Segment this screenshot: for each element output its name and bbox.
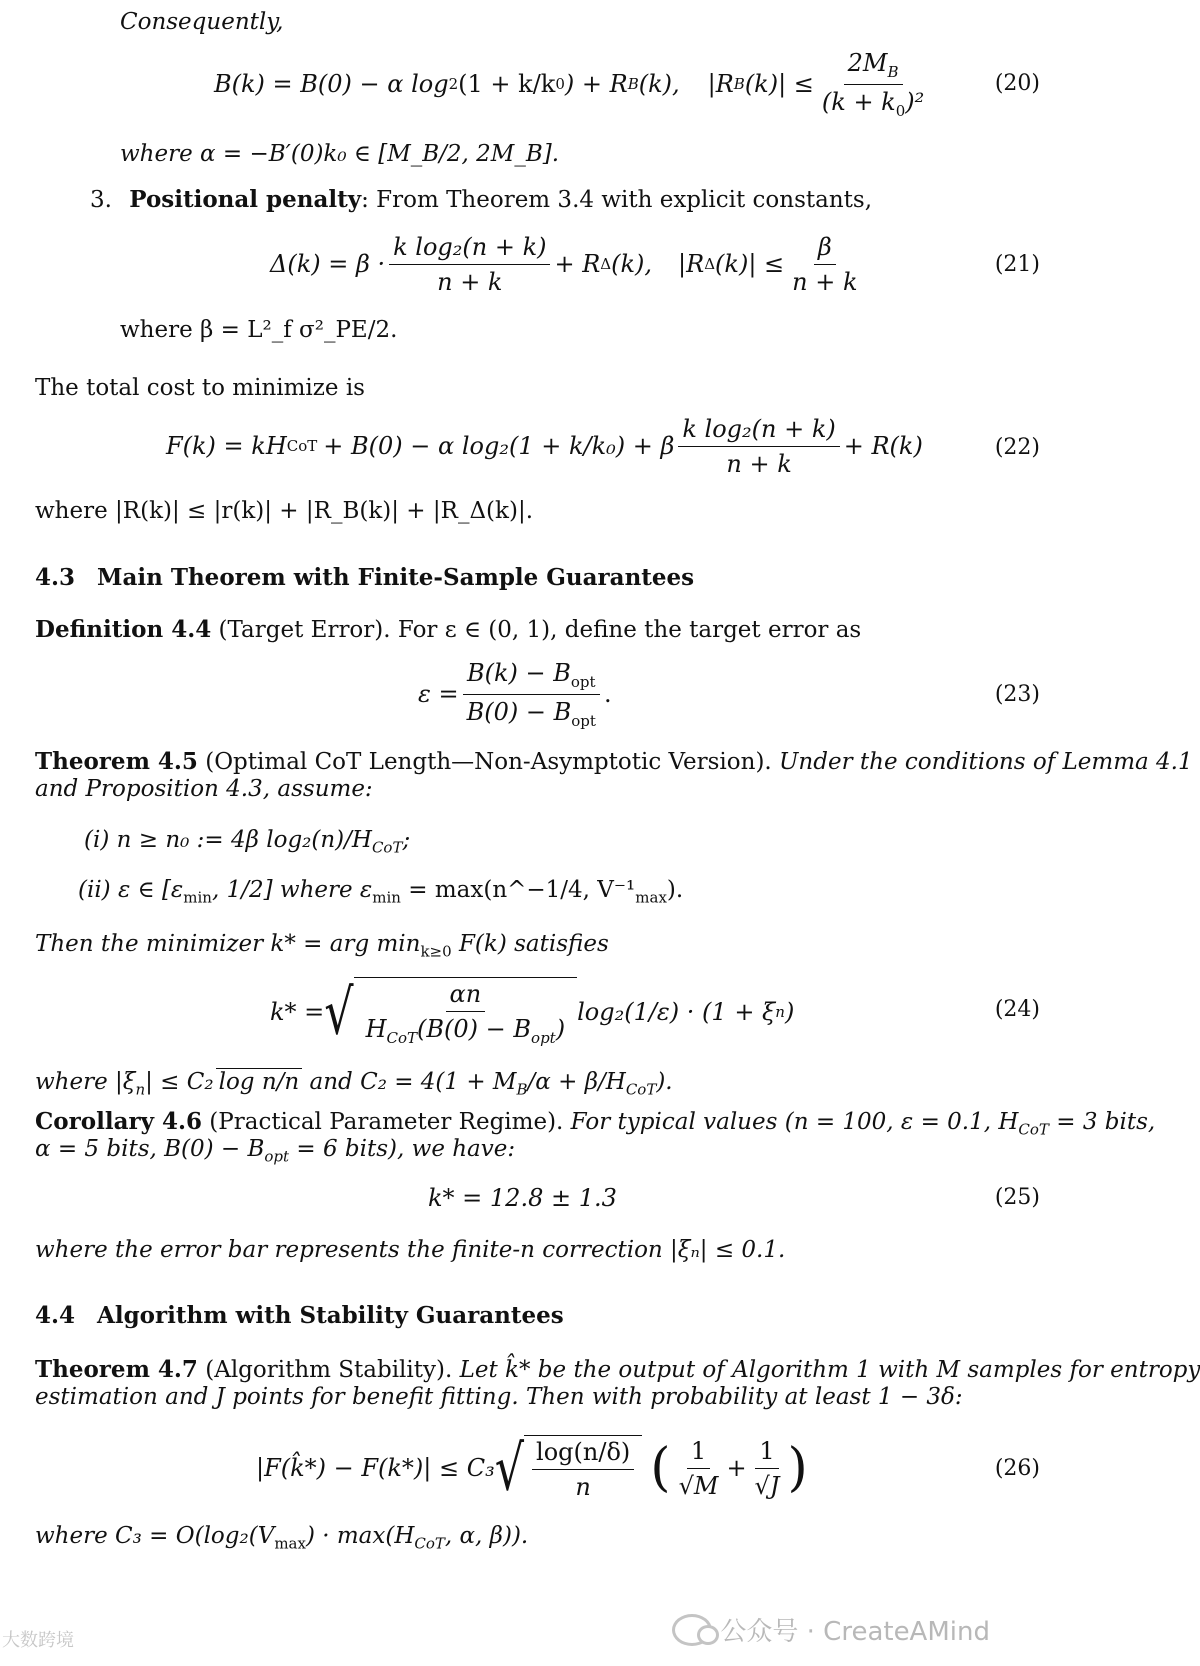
sqrt-icon: √ xyxy=(324,975,354,1049)
eq24-lhs: k* = xyxy=(270,998,325,1026)
cor46-sub: CoT xyxy=(1018,1120,1049,1139)
watermark xyxy=(672,1611,990,1648)
cond-ii-mid: , 1/2] where ε xyxy=(211,877,373,903)
cor46-line2 xyxy=(35,1135,515,1171)
c3-a: where C₃ = O(log₂(V xyxy=(35,1523,275,1549)
cond-ii-end: = max(n^−1/4, V⁻¹ xyxy=(400,877,636,903)
eq22-end: + R(k) xyxy=(843,432,923,460)
item3-number: 3. xyxy=(90,187,112,213)
thm45-label: Theorem 4.5 xyxy=(35,748,198,775)
cond-i-end: ; xyxy=(402,827,411,853)
eq22-lhs-sub: CoT xyxy=(286,437,318,455)
sec43-number: 4.3 xyxy=(35,564,76,591)
cor46-end: = 3 bits, xyxy=(1048,1109,1156,1135)
cond-i-sub: CoT xyxy=(371,838,403,857)
eq25-number: (25) xyxy=(994,1185,1040,1210)
eq20-den-end: )² xyxy=(905,87,925,116)
eq24-rhs-sub: n xyxy=(775,1003,785,1021)
eq23-den: B(0) − B xyxy=(466,697,572,726)
eq26-plus: + xyxy=(726,1454,747,1482)
eq23-num: B(k) − B xyxy=(466,658,571,687)
thm47-text: Let k̂* be the output of Algorithm 1 with M samples for entropy xyxy=(452,1357,1200,1383)
xi-b: | ≤ C₂ xyxy=(145,1069,214,1095)
eq20-k0: 0 xyxy=(555,75,565,93)
eq24-den-sub2: opt xyxy=(531,1028,556,1047)
eq20-bound-rest: (k)| ≤ xyxy=(744,70,814,98)
equation-21 xyxy=(270,232,866,296)
eq21-bound: |R xyxy=(678,250,705,278)
theorem-4-7 xyxy=(35,1356,1200,1384)
eq21-mid-sub: Δ xyxy=(600,255,612,273)
equation-23 xyxy=(418,658,612,730)
where-beta-text: where β = L²_f σ²_PE/2. xyxy=(120,317,398,343)
watermark-text: 公众号 · CreateAMind xyxy=(720,1617,990,1647)
sec44-title: Algorithm with Stability Guarantees xyxy=(97,1302,564,1329)
watermark-2: 大数跨境 xyxy=(2,1630,74,1651)
eq22-mid: + B(0) − α log₂(1 + k/k₀) + β xyxy=(323,432,675,460)
eq20-den: (k + k xyxy=(821,87,896,116)
cor46-label: Corollary 4.6 xyxy=(35,1108,202,1135)
xi-d-sub: CoT xyxy=(625,1080,657,1099)
xi-c-sub: B xyxy=(516,1080,528,1099)
eq22-num: k log₂(n + k) xyxy=(678,415,839,447)
cor46-line2-sub: opt xyxy=(264,1147,290,1166)
eq21-fraction-2 xyxy=(788,233,861,296)
def44-text: (Target Error). For ε ∈ (0, 1), define the target error as xyxy=(211,617,862,643)
eq23-den-sub: opt xyxy=(571,711,596,730)
section-4-4-heading xyxy=(35,1302,564,1329)
then-minimizer-text xyxy=(35,930,609,966)
eq23-lhs: ε = xyxy=(418,680,459,708)
cond-i-text: (i) n ≥ n₀ := 4β log₂(n)/H xyxy=(84,827,372,853)
where-xi-text xyxy=(35,1068,673,1104)
eq21-num2: β xyxy=(814,233,836,265)
cond-ii-sub3: max xyxy=(635,888,667,907)
xi-e: ). xyxy=(656,1069,673,1095)
eq21-bound-end: (k)| ≤ xyxy=(715,250,785,278)
eq24-den-sub: CoT xyxy=(386,1028,418,1047)
eq26-sqrt xyxy=(494,1431,643,1505)
c3-a-sub: max xyxy=(274,1534,306,1553)
eq21-den2: n + k xyxy=(792,267,858,296)
item3-bold: Positional penalty xyxy=(129,186,362,213)
eq24-rhs: log₂(1/ε) · (1 + ξ xyxy=(577,998,776,1026)
sqrt-icon: √ xyxy=(494,1431,525,1505)
eq21-num: k log₂(n + k) xyxy=(389,233,550,265)
xi-d: /α + β/H xyxy=(527,1069,626,1095)
eq20-rb: ) + R xyxy=(564,70,628,98)
eq22-number: (22) xyxy=(994,435,1040,460)
equation-26: |F(k̂*) − F(k*)| ≤ C₃ √ $\frac{\log(n/\delta)}{n}$ ( $\frac{1}{√M}$ + $\frac{1}{√J}$ ) xyxy=(256,1431,808,1505)
thm47-title: (Algorithm Stability). xyxy=(197,1357,453,1383)
where-alpha-text: where α = −B′(0)k₀ ∈ [M_B/2, 2M_B]. xyxy=(120,141,560,167)
eq21-fraction xyxy=(389,233,550,296)
xi-c: and C₂ = 4(1 + M xyxy=(302,1069,517,1095)
eq26-f2-num: 1 xyxy=(755,1437,778,1469)
xi-a: where |ξ xyxy=(35,1069,136,1095)
eq26-f1-den: √M xyxy=(678,1471,719,1500)
thm47-label: Theorem 4.7 xyxy=(35,1356,198,1383)
eq26-root-den: n xyxy=(575,1473,591,1501)
eq21-number: (21) xyxy=(994,252,1040,277)
thm45-line2: and Proposition 4.3, assume: xyxy=(35,776,373,802)
eq23-num-sub: opt xyxy=(570,672,596,691)
eq26-root-fraction xyxy=(532,1438,634,1501)
sec43-title: Main Theorem with Finite-Sample Guarantees xyxy=(97,564,695,591)
eq22-fraction xyxy=(678,415,839,478)
eq20-bound: |R xyxy=(707,70,734,98)
section-4-3-heading xyxy=(35,564,694,591)
thm47-line2: estimation and J points for benefit fitting. Then with probability at least 1 − 3δ: xyxy=(35,1384,963,1410)
definition-4-4 xyxy=(35,616,861,644)
cond-ii-sub2: min xyxy=(372,888,401,907)
wechat-icon xyxy=(672,1614,712,1646)
cor46-title: (Practical Parameter Regime). xyxy=(202,1109,564,1135)
c3-b: ) · max(H xyxy=(305,1523,415,1549)
eq20-sub: 2 xyxy=(448,75,459,93)
equation-22 xyxy=(166,414,923,478)
eq24-num: αn xyxy=(446,980,486,1012)
eq21-lhs: Δ(k) = β · xyxy=(270,250,386,278)
eq21-mid-end: (k), xyxy=(611,250,653,278)
theorem-4-5 xyxy=(35,748,1193,776)
then-text: Then the minimizer k* = arg min xyxy=(35,931,421,957)
eq24-fraction xyxy=(362,980,570,1047)
eq20-rb-sub: B xyxy=(627,75,639,93)
condition-i xyxy=(84,826,410,862)
c3-b-sub: CoT xyxy=(414,1534,445,1553)
eq20-rb-end: (k), xyxy=(638,70,680,98)
condition-ii xyxy=(78,876,683,912)
eq22-den: n + k xyxy=(726,449,792,478)
cond-ii-text: (ii) ε ∈ [ε xyxy=(78,877,184,903)
eq20-number: (20) xyxy=(994,71,1040,96)
then-sub: k≥0 xyxy=(420,942,452,961)
then-end: F(k) satisfies xyxy=(451,931,609,957)
eq24-den-end: ) xyxy=(555,1015,566,1044)
def44-label: Definition 4.4 xyxy=(35,616,212,643)
equation-24 xyxy=(270,976,794,1048)
eq20-lhs: B(k) = B(0) − α log xyxy=(214,70,449,98)
eq24-number: (24) xyxy=(994,997,1040,1022)
eq23-number: (23) xyxy=(994,682,1040,707)
eq24-sqrt xyxy=(324,977,577,1047)
eq24-den: H xyxy=(365,1015,387,1044)
eq26-frac-j xyxy=(751,1437,784,1500)
eq23-end: . xyxy=(603,680,612,708)
errorbar-text: where the error bar represents the finite-n correction |ξₙ| ≤ 0.1. xyxy=(35,1237,786,1263)
cond-ii-end2: ). xyxy=(666,877,684,903)
eq20-num: 2M xyxy=(847,48,888,77)
eq20-bound-sub: B xyxy=(733,75,745,93)
equation-20 xyxy=(214,48,932,120)
where-C3-text xyxy=(35,1522,528,1558)
eq24-rhs-end: ) xyxy=(784,998,795,1026)
eq22-lhs: F(k) = kH xyxy=(166,432,287,460)
eq26-frac-m xyxy=(675,1437,723,1500)
consequently-text: Consequently, xyxy=(120,9,284,35)
cor46-text: For typical values (n = 100, ε = 0.1, H xyxy=(563,1109,1019,1135)
eq21-den: n + k xyxy=(437,267,503,296)
c3-c: , α, β)). xyxy=(444,1523,529,1549)
eq20-fraction xyxy=(818,49,928,120)
eq20-num-sub: B xyxy=(887,62,899,81)
total-cost-text: The total cost to minimize is xyxy=(35,375,365,401)
eq26-root-num: log(n/δ) xyxy=(532,1438,634,1470)
eq26-lhs: |F(k̂*) − F(k*)| ≤ C₃ xyxy=(256,1454,495,1482)
equation-25: k* = 12.8 ± 1.3 xyxy=(428,1184,617,1212)
cor46-line2-text: α = 5 bits, B(0) − B xyxy=(35,1136,265,1162)
xi-a-sub: n xyxy=(135,1080,146,1099)
where-R-text: where |R(k)| ≤ |r(k)| + |R_B(k)| + |R_Δ(k)|. xyxy=(35,498,534,524)
xi-root: log n/n xyxy=(216,1068,303,1095)
sec44-number: 4.4 xyxy=(35,1302,76,1329)
eq20-rest: (1 + k/k xyxy=(458,70,556,98)
eq26-f1-num: 1 xyxy=(687,1437,710,1469)
thm45-text: Under the conditions of Lemma 4.1 xyxy=(771,749,1193,775)
eq21-mid: + R xyxy=(554,250,601,278)
eq24-den-rest: (B(0) − B xyxy=(417,1015,532,1044)
item-3 xyxy=(90,186,872,214)
cor46-line2-end: = 6 bits), we have: xyxy=(289,1136,516,1162)
eq20-den-sub: 0 xyxy=(895,101,906,120)
eq26-f2-den: √J xyxy=(754,1471,780,1500)
eq21-bound-sub: Δ xyxy=(704,255,716,273)
eq23-fraction xyxy=(463,659,600,730)
cond-ii-sub: min xyxy=(183,888,212,907)
thm45-title: (Optimal CoT Length—Non-Asymptotic Version). xyxy=(197,749,772,775)
item3-rest: : From Theorem 3.4 with explicit constants, xyxy=(361,187,873,213)
eq26-number: (26) xyxy=(994,1456,1040,1481)
